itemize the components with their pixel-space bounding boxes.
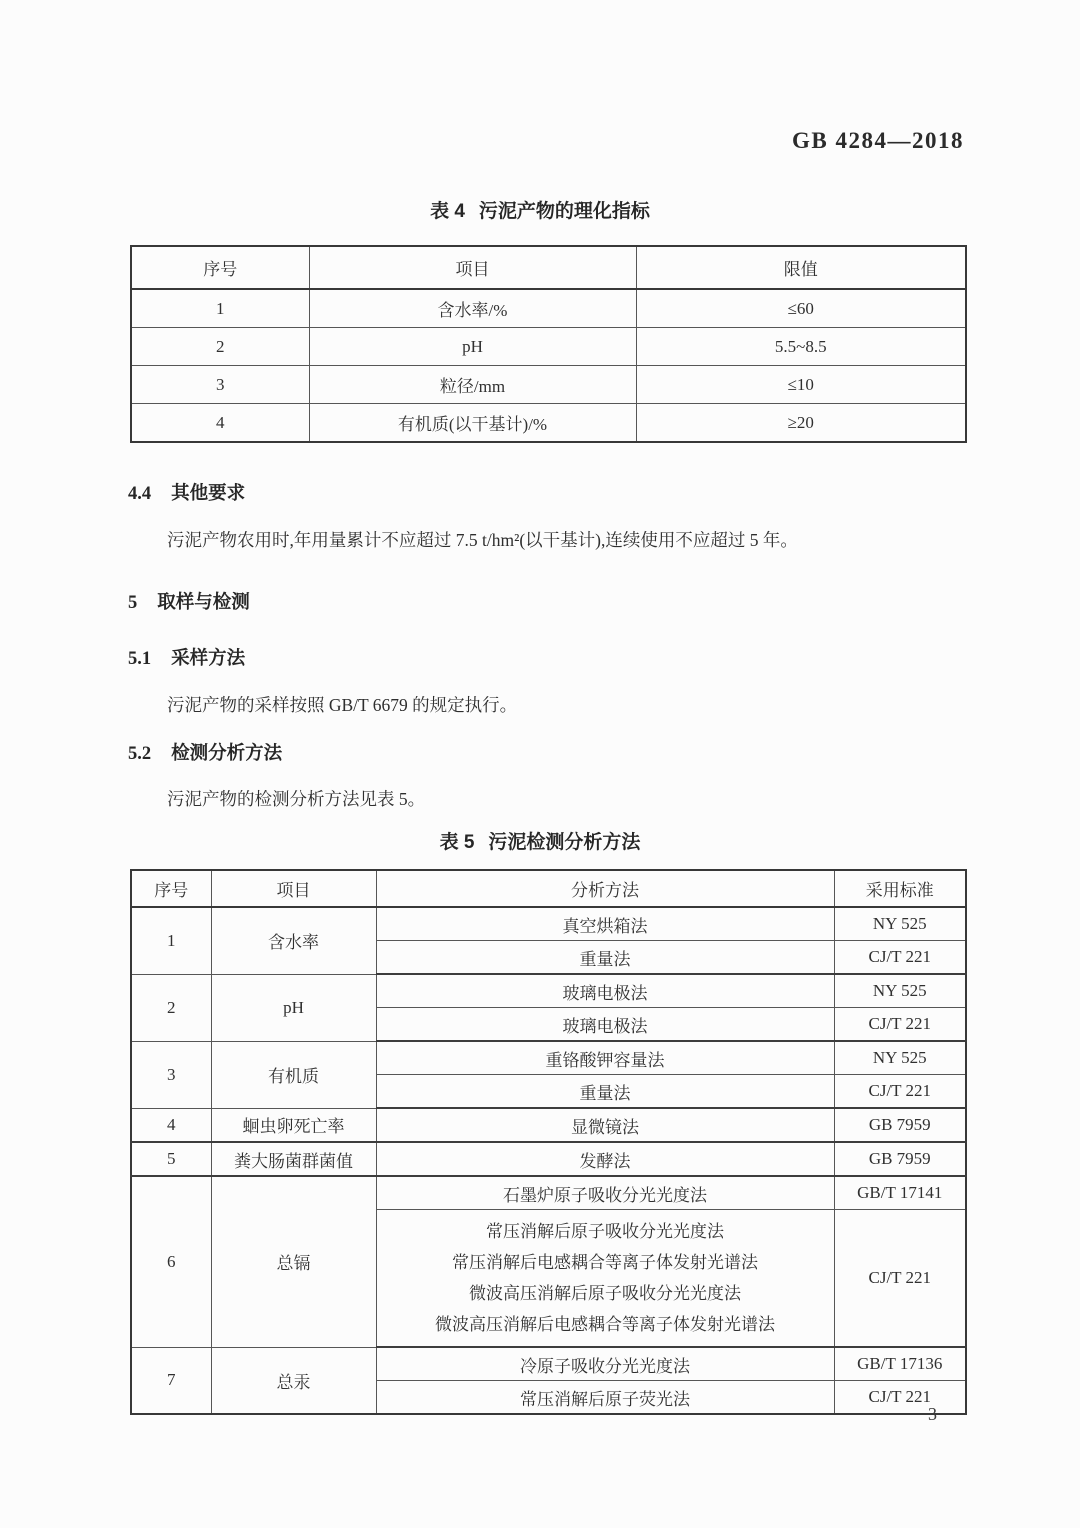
- cell-method: 玻璃电极法: [376, 1008, 834, 1042]
- cell-item: 含水率: [211, 907, 376, 974]
- paragraph-4-4: 污泥产物农用时,年用量累计不应超过 7.5 t/hm²(以干基计),连续使用不应超过 5 年。: [167, 530, 798, 550]
- cell-method: 玻璃电极法: [376, 974, 834, 1008]
- cell-serial: 2: [131, 328, 309, 366]
- section-heading-5-2: [128, 739, 282, 765]
- cell-limit: ≤60: [636, 289, 966, 328]
- cell-standard: CJ/T 221: [834, 1008, 966, 1042]
- cell-standard: CJ/T 221: [834, 1381, 966, 1415]
- section-title: 采样方法: [171, 647, 246, 668]
- cell-serial: 3: [131, 1041, 211, 1108]
- table5-title: [0, 827, 1080, 854]
- cell-item: 粪大肠菌群菌值: [211, 1142, 376, 1176]
- section-heading-5: [128, 588, 250, 614]
- cell-item: 含水率/%: [309, 289, 636, 328]
- table4-title-number: 表 4: [430, 201, 465, 222]
- table-row: [131, 404, 966, 443]
- cell-item: pH: [211, 974, 376, 1041]
- cell-limit: 5.5~8.5: [636, 328, 966, 366]
- method-line: 常压消解后电感耦合等离子体发射光谱法: [452, 1253, 758, 1272]
- section-number: 5.1: [128, 649, 152, 669]
- table-row: [131, 1041, 966, 1075]
- cell-serial: 2: [131, 974, 211, 1041]
- section-heading-5-1: [128, 644, 245, 670]
- section-number: 5: [128, 593, 138, 613]
- cell-method: 显微镜法: [376, 1108, 834, 1142]
- table4-col-item: 项目: [309, 246, 636, 289]
- paragraph-5-1: 污泥产物的采样按照 GB/T 6679 的规定执行。: [167, 695, 518, 715]
- cell-item: pH: [309, 328, 636, 366]
- table-row: [131, 1108, 966, 1142]
- cell-standard: CJ/T 221: [834, 1210, 966, 1348]
- cell-standard: GB/T 17136: [834, 1347, 966, 1381]
- page-number: 3: [928, 1404, 937, 1424]
- cell-method: 重量法: [376, 941, 834, 975]
- table-row: [131, 974, 966, 1008]
- table4-header-row: [131, 246, 966, 289]
- cell-method-multiline: [376, 1210, 834, 1348]
- table-row: [131, 328, 966, 366]
- table-row: [131, 1176, 966, 1210]
- cell-serial: 4: [131, 1108, 211, 1142]
- cell-serial: 1: [131, 907, 211, 974]
- table5-col-serial: 序号: [131, 870, 211, 907]
- table4-title: [0, 196, 1080, 223]
- table-row: [131, 289, 966, 328]
- table5-header-row: [131, 870, 966, 907]
- cell-item: 有机质(以干基计)/%: [309, 404, 636, 443]
- section-title: 检测分析方法: [171, 742, 283, 763]
- table-row: [131, 907, 966, 941]
- cell-serial: 1: [131, 289, 309, 328]
- section-title: 其他要求: [171, 482, 246, 503]
- cell-item: 蛔虫卵死亡率: [211, 1108, 376, 1142]
- cell-item: 有机质: [211, 1041, 376, 1108]
- method-line: 常压消解后原子吸收分光光度法: [486, 1222, 724, 1241]
- table5-col-item: 项目: [211, 870, 376, 907]
- paragraph-5-2: 污泥产物的检测分析方法见表 5。: [167, 789, 426, 809]
- cell-standard: CJ/T 221: [834, 941, 966, 975]
- table4-title-text: 污泥产物的理化指标: [478, 201, 650, 222]
- cell-method: 发酵法: [376, 1142, 834, 1176]
- cell-item: 总汞: [211, 1347, 376, 1414]
- method-line: 微波高压消解后电感耦合等离子体发射光谱法: [435, 1315, 775, 1334]
- section-title: 取样与检测: [157, 591, 250, 612]
- cell-standard: CJ/T 221: [834, 1075, 966, 1109]
- cell-standard: GB 7959: [834, 1142, 966, 1176]
- cell-method: 重量法: [376, 1075, 834, 1109]
- cell-method: 冷原子吸收分光光度法: [376, 1347, 834, 1381]
- table5-title-number: 表 5: [439, 832, 475, 853]
- section-number: 4.4: [128, 484, 152, 504]
- section-heading-4-4: [128, 479, 245, 505]
- cell-serial: 5: [131, 1142, 211, 1176]
- table4-physicochemical-indicators: [130, 245, 967, 443]
- table-row: [131, 366, 966, 404]
- cell-item: 总镉: [211, 1176, 376, 1347]
- cell-serial: 4: [131, 404, 309, 443]
- table-row: [131, 1347, 966, 1381]
- standard-code: GB 4284—2018: [792, 128, 964, 153]
- cell-limit: ≤10: [636, 366, 966, 404]
- section-number: 5.2: [128, 744, 152, 764]
- cell-serial: 3: [131, 366, 309, 404]
- table4-col-serial: 序号: [131, 246, 309, 289]
- cell-standard: NY 525: [834, 974, 966, 1008]
- method-line: 微波高压消解后原子吸收分光光度法: [469, 1284, 741, 1303]
- cell-standard: NY 525: [834, 1041, 966, 1075]
- cell-serial: 6: [131, 1176, 211, 1347]
- cell-standard: GB 7959: [834, 1108, 966, 1142]
- cell-method: 石墨炉原子吸收分光光度法: [376, 1176, 834, 1210]
- cell-serial: 7: [131, 1347, 211, 1414]
- cell-method: 真空烘箱法: [376, 907, 834, 941]
- cell-standard: NY 525: [834, 907, 966, 941]
- cell-method: 常压消解后原子荧光法: [376, 1381, 834, 1415]
- table-row: [131, 1142, 966, 1176]
- table5-col-method: 分析方法: [376, 870, 834, 907]
- table4-col-limit: 限值: [636, 246, 966, 289]
- cell-standard: GB/T 17141: [834, 1176, 966, 1210]
- cell-method: 重铬酸钾容量法: [376, 1041, 834, 1075]
- table5-col-standard: 采用标准: [834, 870, 966, 907]
- cell-limit: ≥20: [636, 404, 966, 443]
- table5-analysis-methods: [130, 869, 967, 1415]
- cell-item: 粒径/mm: [309, 366, 636, 404]
- table5-title-text: 污泥检测分析方法: [488, 832, 641, 853]
